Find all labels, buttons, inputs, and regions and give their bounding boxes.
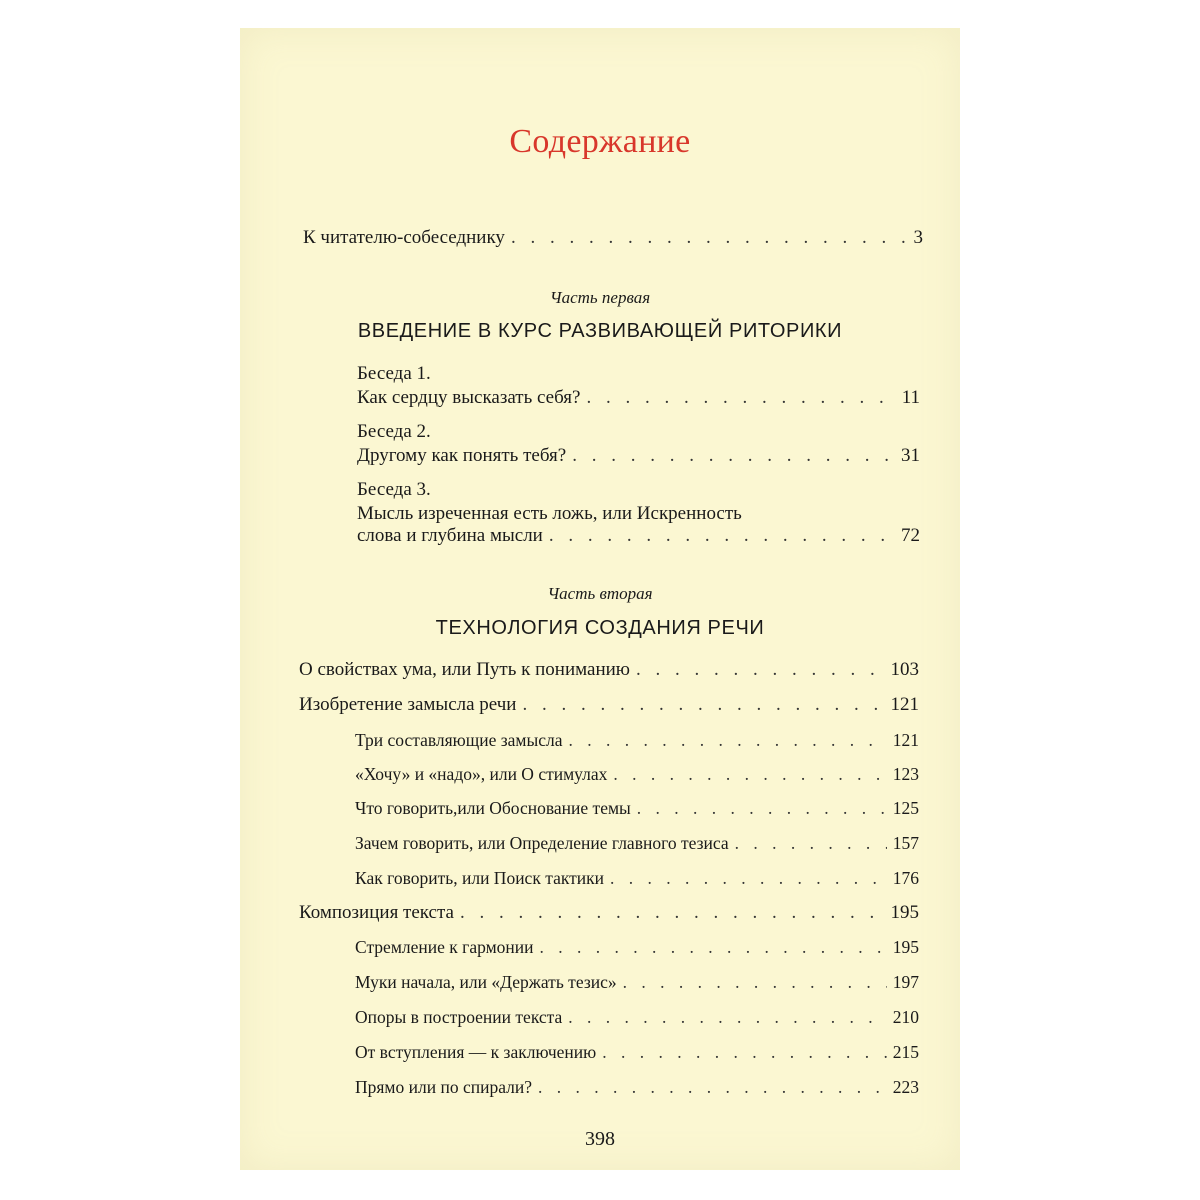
leader-dots	[460, 901, 885, 925]
leader-dots	[511, 226, 908, 250]
toc-subentry	[355, 970, 919, 994]
toc-subentry	[355, 796, 919, 820]
talk1-heading: Беседа 1.	[357, 363, 431, 384]
toc-entry-text: Что говорить,или Обоснование темы	[355, 798, 631, 818]
leader-dots	[540, 935, 887, 959]
toc-subentry	[355, 831, 919, 855]
toc-entry-text: Опоры в построении текста	[355, 1007, 563, 1027]
toc-page-number: 210	[892, 1007, 919, 1027]
toc-page-number: 223	[892, 1077, 919, 1097]
toc-page-number: 157	[892, 833, 919, 853]
toc-entry-text: Другому как понять тебя?	[357, 445, 567, 466]
toc-page-number: 72	[901, 525, 920, 546]
leader-dots	[637, 796, 887, 820]
toc-page-number: 3	[913, 227, 923, 248]
leader-dots	[522, 693, 884, 717]
toc-entry	[299, 693, 919, 717]
toc-page-number: 31	[901, 445, 920, 466]
leader-dots	[610, 866, 887, 890]
page-title: Содержание	[509, 123, 691, 160]
toc-entry-text: Три составляющие замысла	[355, 730, 563, 750]
leader-dots	[569, 728, 887, 752]
toc-page-number: 195	[892, 937, 919, 957]
toc-entry-text: О свойствах ума, или Путь к пониманию	[299, 659, 630, 680]
toc-entry-text: Стремление к гармонии	[355, 937, 534, 957]
talk3-heading: Беседа 3.	[357, 479, 431, 500]
toc-entry-text: Прямо или по спирали?	[355, 1077, 532, 1097]
toc-entry-talk2	[357, 444, 920, 468]
toc-entry	[299, 658, 919, 682]
toc-entry-text: Изобретение замысла речи	[299, 694, 517, 715]
talk2-heading: Беседа 2.	[357, 421, 431, 442]
toc-page-number: 197	[892, 972, 919, 992]
leader-dots	[735, 831, 887, 855]
toc-entry-talk1	[357, 386, 920, 410]
toc-entry-text: Композиция текста	[299, 902, 454, 923]
leader-dots	[602, 1040, 887, 1064]
toc-entry	[299, 901, 919, 925]
toc-page-number: 125	[892, 798, 919, 818]
leader-dots	[586, 386, 895, 410]
toc-entry-talk3	[357, 524, 920, 548]
toc-page-number: 176	[892, 868, 919, 888]
leader-dots	[568, 1005, 886, 1029]
part1-label: Часть первая	[549, 288, 651, 307]
toc-entry-text: Муки начала, или «Держать тезис»	[355, 972, 617, 992]
toc-page-number: 123	[892, 764, 919, 784]
toc-subentry	[355, 935, 919, 959]
toc-entry-text: «Хочу» и «надо», или О стимулах	[355, 764, 608, 784]
leader-dots	[549, 524, 895, 548]
toc-page-number: 103	[890, 659, 919, 680]
toc-entry-text: слова и глубина мысли	[357, 525, 543, 546]
toc-page-number: 195	[890, 902, 919, 923]
toc-page-number: 215	[892, 1042, 919, 1062]
leader-dots	[636, 658, 885, 682]
leader-dots	[538, 1075, 887, 1099]
toc-subentry	[355, 1075, 919, 1099]
part2-label: Часть вторая	[547, 584, 653, 603]
part1-title: ВВЕДЕНИЕ В КУРС РАЗВИВАЮЩЕЙ РИТОРИКИ	[357, 320, 843, 342]
toc-page-number: 11	[901, 387, 920, 408]
leader-dots	[623, 970, 887, 994]
toc-page-number: 121	[890, 694, 919, 715]
toc-entry-text: Как сердцу высказать себя?	[357, 387, 581, 408]
part2-title: ТЕХНОЛОГИЯ СОЗДАНИЯ РЕЧИ	[435, 617, 765, 639]
toc-entry-text: Как говорить, или Поиск тактики	[355, 868, 604, 888]
toc-subentry	[355, 728, 919, 752]
leader-dots	[613, 762, 886, 786]
toc-entry-text: К читателю-собеседнику	[303, 227, 505, 248]
toc-entry-text: От вступления — к заключению	[355, 1042, 597, 1062]
toc-subentry	[355, 866, 919, 890]
book-page	[240, 28, 960, 1170]
toc-subentry	[355, 1005, 919, 1029]
toc-entry-intro	[303, 226, 923, 250]
toc-subentry	[355, 762, 919, 786]
leader-dots	[572, 444, 895, 468]
talk3-line1: Мысль изреченная есть ложь, или Искренность	[357, 503, 742, 524]
page-number: 398	[585, 1128, 615, 1150]
toc-page-number: 121	[892, 730, 919, 750]
toc-entry-text: Зачем говорить, или Определение главного тезиса	[355, 833, 729, 853]
toc-subentry	[355, 1040, 919, 1064]
